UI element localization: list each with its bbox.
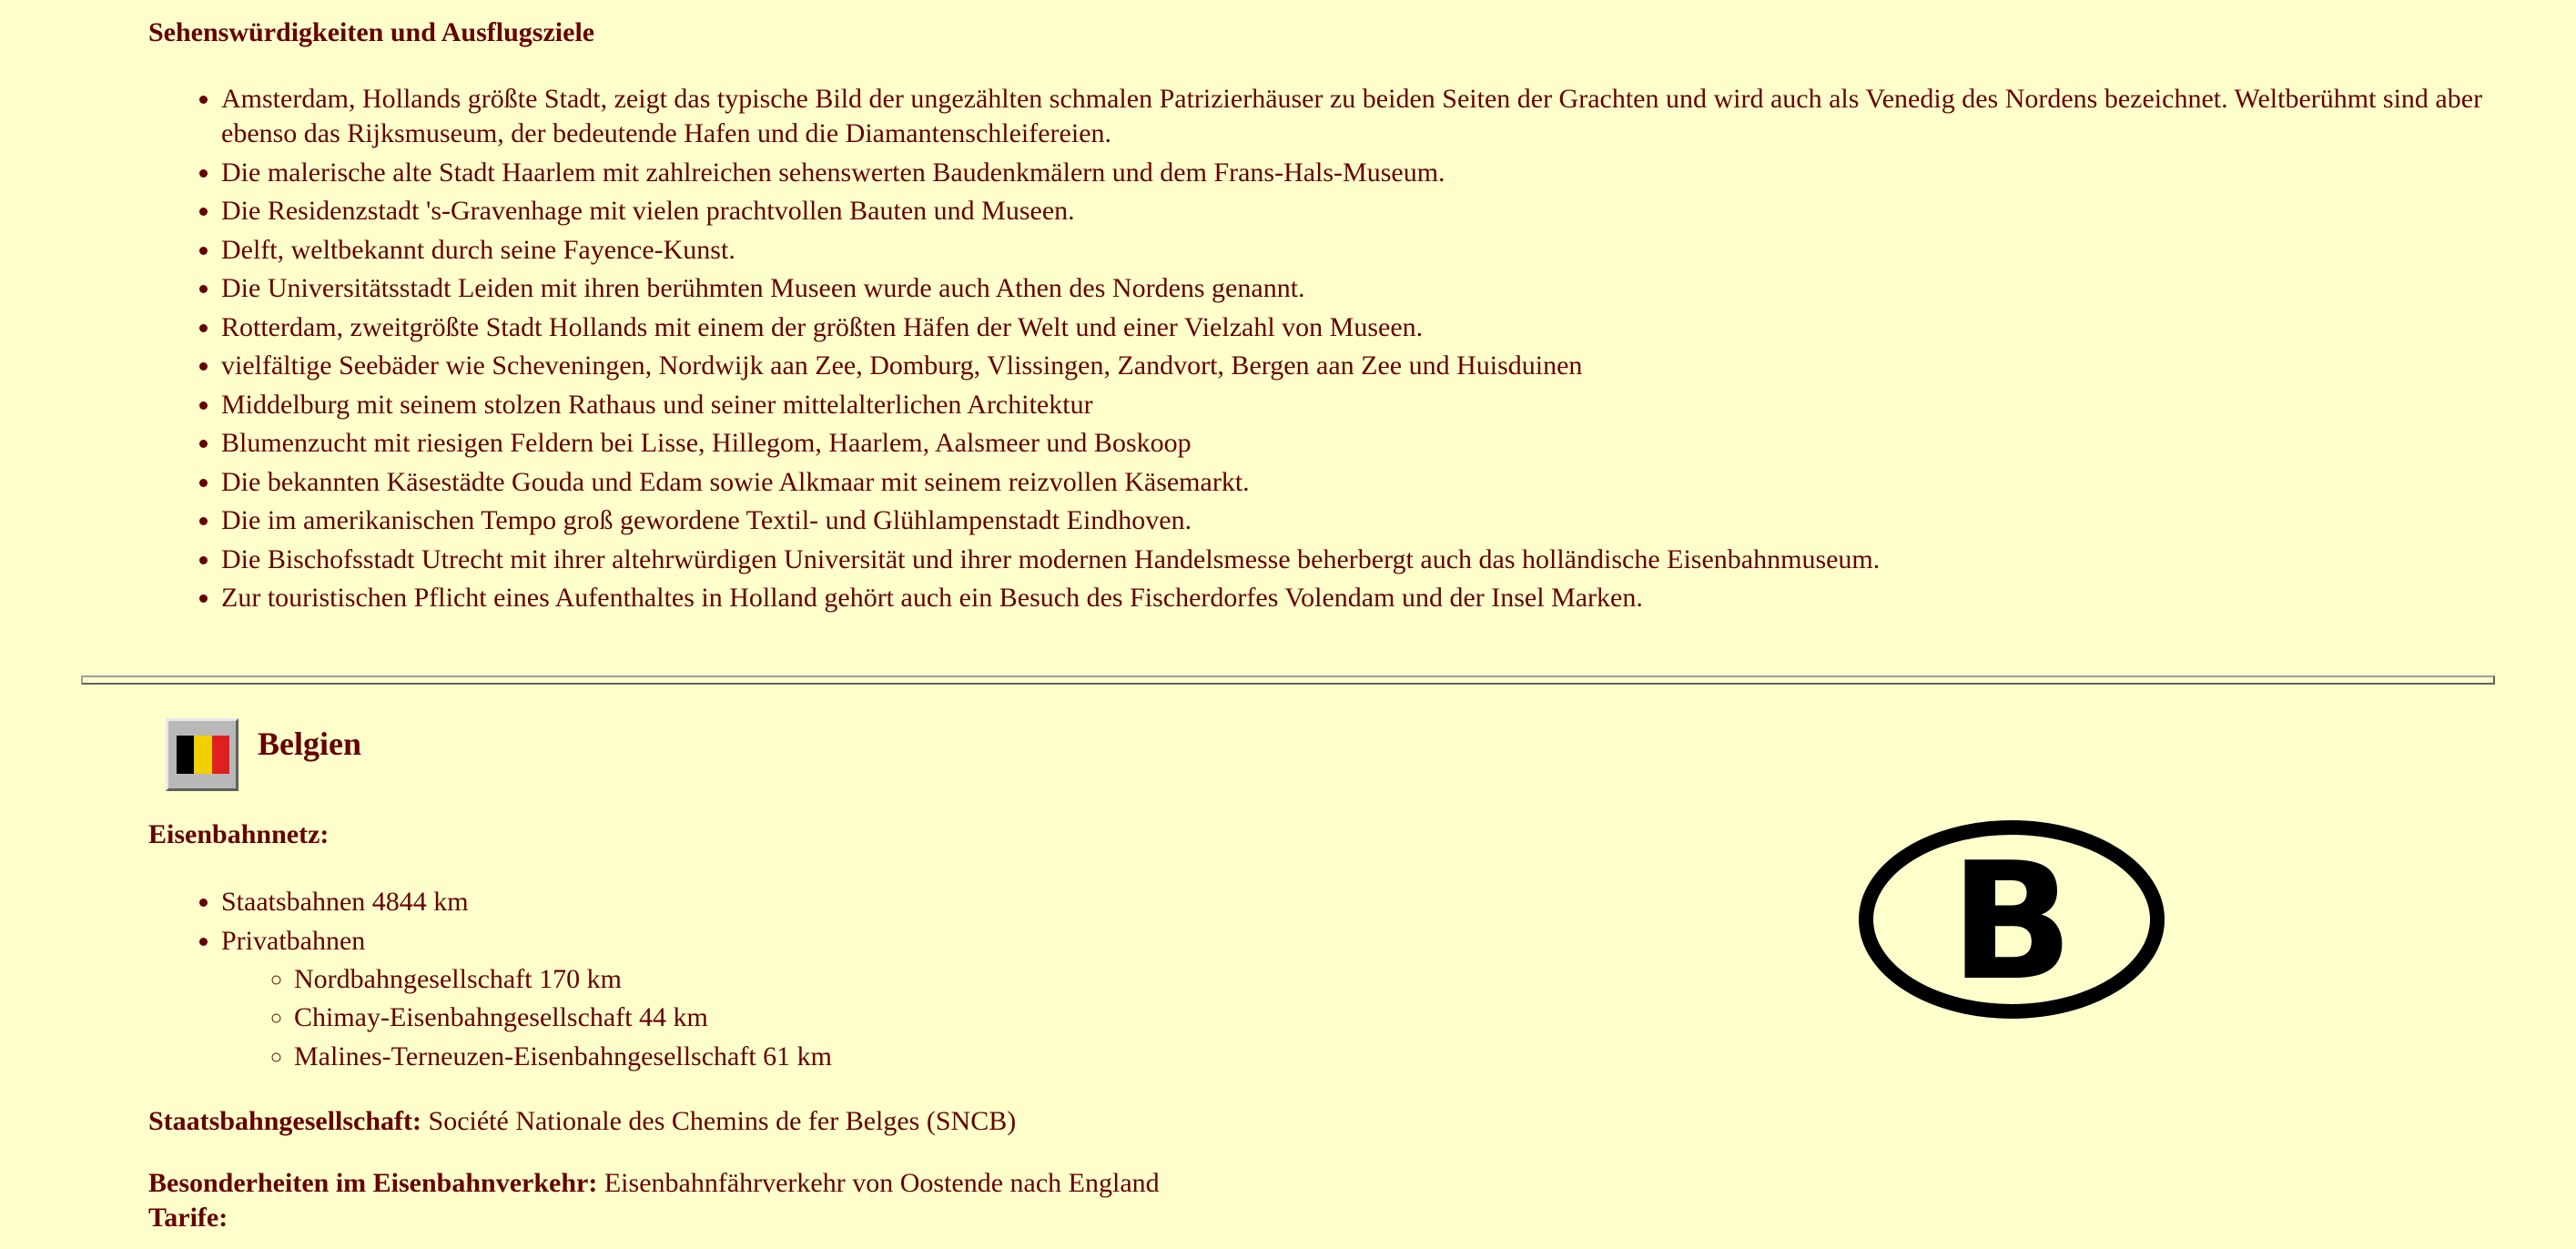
belgium-flag-icon[interactable]: [166, 718, 238, 791]
special-value: Eisenbahnfährverkehr von Oostende nach England: [603, 1168, 1160, 1198]
list-item: ◦ Nordbahngesellschaft 170 km: [294, 962, 832, 997]
belgium-flag: [177, 736, 229, 774]
sncb-logo-icon: [1857, 819, 2166, 1020]
sights-heading: Sehenswürdigkeiten und Ausflugsziele: [148, 17, 595, 47]
tariffs-row: [148, 1200, 228, 1236]
list-item: • vielfältige Seebäder wie Scheveningen, Nordwijk aan Zee, Domburg, Vlissingen, Zandvort, Bergen aan Zee und Huisduinen: [221, 349, 2533, 383]
list-item: • Middelburg mit seinem stolzen Rathaus und seiner mittelalterlichen Architektur: [221, 388, 2533, 422]
list-item: • Die Residenzstadt 's-Gravenhage mit vielen prachtvollen Bauten und Museen.: [221, 194, 2533, 228]
list-item: • Die Bischofsstadt Utrecht mit ihrer altehrwürdigen Universität und ihrer modernen Handelsmesse beherbergt auch das holländische Eisenbahnmuseum.: [221, 543, 2533, 577]
network-heading: Eisenbahnnetz:: [148, 819, 330, 849]
logo-letter: B: [1950, 828, 2074, 1016]
flag-stripe-red: [212, 736, 229, 774]
list-item: • Die malerische alte Stadt Haarlem mit zahlreichen sehenswerten Baudenkmälern und dem Frans-Hals-Museum.: [221, 156, 2533, 190]
flag-stripe-yellow: [194, 736, 211, 774]
section-divider: [81, 675, 2495, 685]
private-railways-list: [221, 962, 832, 1074]
company-value: Société Nationale des Chemins de fer Belges (SNCB): [428, 1106, 1017, 1136]
list-item-private-railways: [221, 924, 832, 1074]
tariffs-label: Tarife:: [148, 1203, 228, 1233]
list-item: • Amsterdam, Hollands größte Stadt, zeigt das typische Bild der ungezählten schmalen Patrizierhäuser zu beiden Seiten der Grachten und wird auch als Venedig des Nordens bezeichnet. Weltberühmt sind aber ebenso das Rijksmuseum, der bedeutende Hafen und die Diamantenschleifereien.: [221, 82, 2533, 151]
list-item: ◦ Chimay-Eisenbahngesellschaft 44 km: [294, 1000, 832, 1035]
list-item: • Die im amerikanischen Tempo groß gewordene Textil- und Glühlampenstadt Eindhoven.: [221, 503, 2533, 538]
company-label: Staatsbahngesellschaft:: [148, 1106, 422, 1136]
list-item: • Die bekannten Käsestädte Gouda und Edam sowie Alkmaar mit seinem reizvollen Käsemarkt.: [221, 465, 2533, 500]
company-row: [148, 1103, 1016, 1140]
network-list: [148, 885, 832, 1078]
sights-list: [148, 82, 2533, 620]
list-item: ◦ Malines-Terneuzen-Eisenbahngesellschaft 61 km: [294, 1040, 832, 1074]
list-item: • Rotterdam, zweitgrößte Stadt Hollands mit einem der größten Häfen der Welt und einer Vielzahl von Museen.: [221, 310, 2533, 345]
list-item: • Zur touristischen Pflicht eines Aufenthaltes in Holland gehört auch ein Besuch des Fischerdorfes Volendam und der Insel Marken.: [221, 581, 2533, 615]
list-item: • Delft, weltbekannt durch seine Fayence-Kunst.: [221, 233, 2533, 268]
special-label: Besonderheiten im Eisenbahnverkehr:: [148, 1168, 598, 1198]
private-railways-label: Privatbahnen: [221, 925, 366, 956]
country-title: Belgien: [258, 726, 361, 762]
flag-stripe-black: [177, 736, 194, 774]
list-item-state-railway: • Staatsbahnen 4844 km: [221, 885, 832, 919]
list-item: • Blumenzucht mit riesigen Feldern bei Lisse, Hillegom, Haarlem, Aalsmeer und Boskoop: [221, 426, 2533, 461]
list-item: • Die Universitätsstadt Leiden mit ihren berühmten Museen wurde auch Athen des Nordens genannt.: [221, 271, 2533, 306]
special-row: [148, 1165, 1160, 1202]
